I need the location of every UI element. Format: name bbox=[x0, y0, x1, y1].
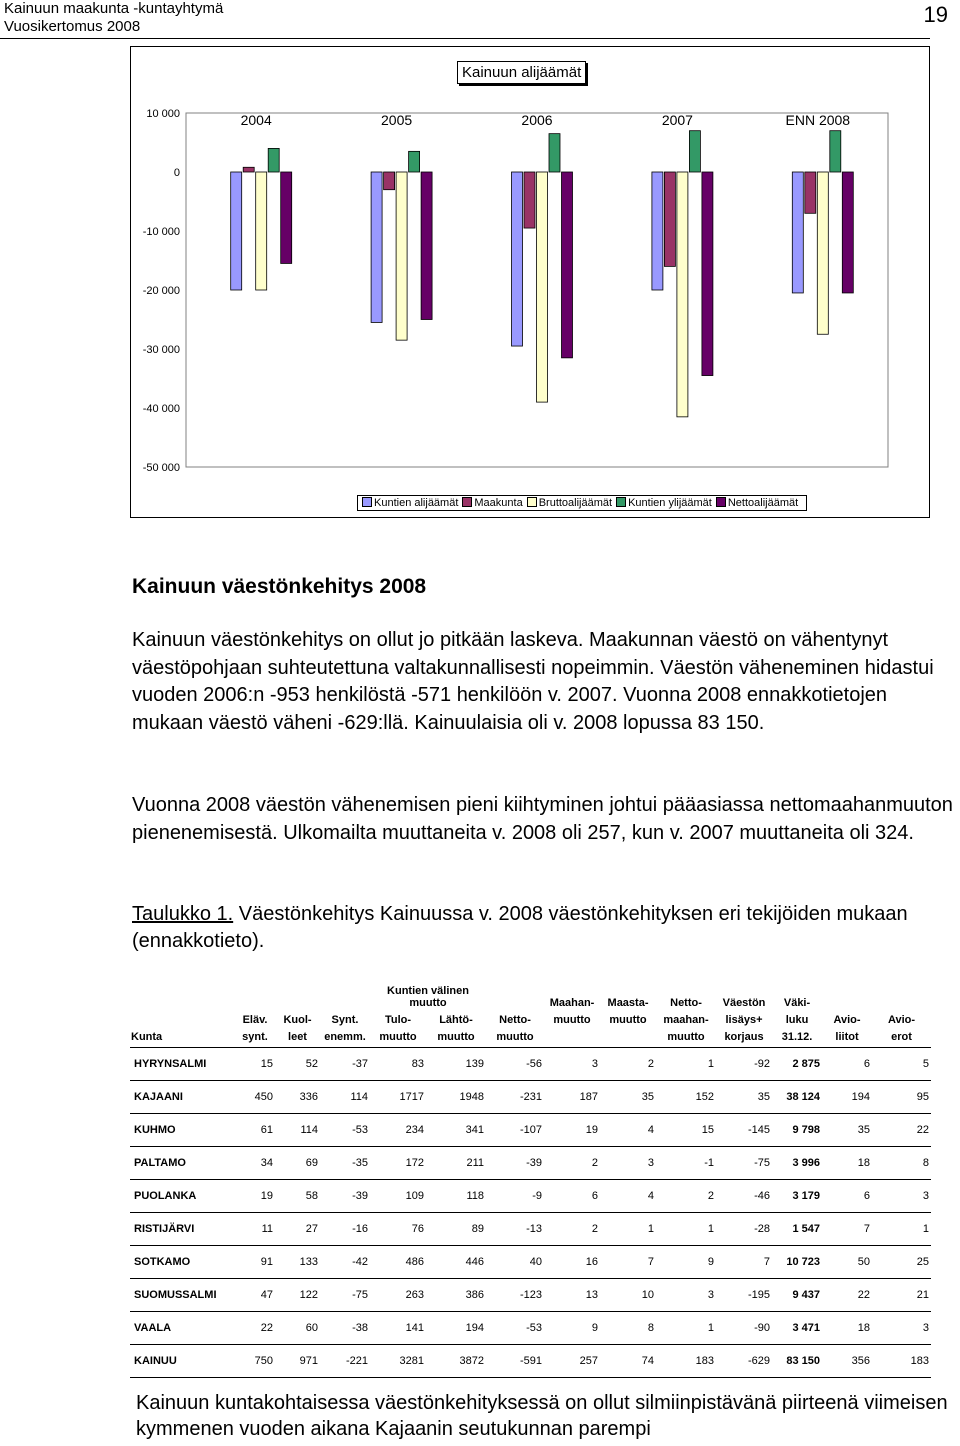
table-header-cell: Maahan- bbox=[549, 997, 595, 1009]
table-cell: 52 bbox=[275, 1048, 320, 1081]
table-cell: 11 bbox=[235, 1213, 275, 1246]
legend-swatch bbox=[362, 497, 372, 507]
table-cell: 35 bbox=[600, 1081, 656, 1114]
table-cell: 10 723 bbox=[772, 1246, 822, 1279]
table-cell: -28 bbox=[716, 1213, 772, 1246]
municipality-cell: HYRYNSALMI bbox=[130, 1048, 235, 1081]
table-cell: 9 bbox=[544, 1312, 600, 1345]
y-tick-label: -50 000 bbox=[142, 462, 180, 474]
table-cell: 172 bbox=[370, 1147, 426, 1180]
y-tick-label: -30 000 bbox=[142, 344, 180, 356]
table-cell: 8 bbox=[600, 1312, 656, 1345]
y-tick-label: 0 bbox=[173, 167, 180, 179]
table-cell: -591 bbox=[486, 1345, 544, 1378]
header-divider bbox=[0, 38, 930, 39]
municipality-cell: RISTIJÄRVI bbox=[130, 1213, 235, 1246]
table-header-cell bbox=[872, 985, 931, 1009]
table-cell: 341 bbox=[426, 1114, 486, 1147]
table-cell: 4 bbox=[600, 1114, 656, 1147]
municipality-cell: VAALA bbox=[130, 1312, 235, 1345]
y-tick-label: 10 000 bbox=[146, 108, 180, 120]
table-cell: 1 bbox=[656, 1213, 716, 1246]
table-header-cell: Tulo- bbox=[384, 1014, 412, 1026]
table-cell: 25 bbox=[872, 1246, 931, 1279]
table-cell: 47 bbox=[235, 1279, 275, 1312]
bar bbox=[805, 172, 816, 213]
table-header-cell: leet bbox=[275, 1026, 320, 1048]
table-cell: 1717 bbox=[370, 1081, 426, 1114]
deficit-chart bbox=[130, 46, 930, 518]
table-cell: -13 bbox=[486, 1213, 544, 1246]
table-cell: 2 bbox=[600, 1048, 656, 1081]
table-cell: 971 bbox=[275, 1345, 320, 1378]
bar bbox=[549, 134, 560, 172]
table-cell: 18 bbox=[822, 1147, 872, 1180]
table-cell: 3872 bbox=[426, 1345, 486, 1378]
table-row bbox=[130, 1213, 931, 1246]
table-cell: 187 bbox=[544, 1081, 600, 1114]
table-cell: 1948 bbox=[426, 1081, 486, 1114]
table-header-cell bbox=[822, 985, 872, 1009]
table-cell: 50 bbox=[822, 1246, 872, 1279]
table-cell: 1 bbox=[656, 1312, 716, 1345]
table-cell: 7 bbox=[822, 1213, 872, 1246]
table-cell: 58 bbox=[275, 1180, 320, 1213]
table-cell: 6 bbox=[822, 1048, 872, 1081]
table-cell: 1 bbox=[656, 1048, 716, 1081]
table-cell: -56 bbox=[486, 1048, 544, 1081]
table-cell: 76 bbox=[370, 1213, 426, 1246]
table-header-cell bbox=[130, 985, 235, 1009]
table-header-cell: Avio- bbox=[833, 1014, 861, 1026]
municipality-cell: PALTAMO bbox=[130, 1147, 235, 1180]
table-cell: 13 bbox=[544, 1279, 600, 1312]
municipality-cell: KAJAANI bbox=[130, 1081, 235, 1114]
bar bbox=[792, 172, 803, 293]
bar bbox=[842, 172, 853, 293]
table-cell: 3281 bbox=[370, 1345, 426, 1378]
table-header-cell bbox=[275, 985, 320, 1009]
table-cell: -92 bbox=[716, 1048, 772, 1081]
table-cell: 19 bbox=[544, 1114, 600, 1147]
table-cell: 19 bbox=[235, 1180, 275, 1213]
table-header-cell: Kuol- bbox=[283, 1014, 312, 1026]
table-header-cell: Synt. bbox=[331, 1014, 359, 1026]
table-cell: 1 bbox=[600, 1213, 656, 1246]
table-cell: 386 bbox=[426, 1279, 486, 1312]
table-caption-text: Väestönkehitys Kainuussa v. 2008 väestönkehityksen eri tekijöiden mukaan (ennakkotieto). bbox=[132, 903, 908, 952]
table-cell: 10 bbox=[600, 1279, 656, 1312]
table-cell: -46 bbox=[716, 1180, 772, 1213]
legend-label: Maakunta bbox=[474, 497, 523, 509]
table-cell: 336 bbox=[275, 1081, 320, 1114]
table-cell: 40 bbox=[486, 1246, 544, 1279]
table-header-cell: liitot bbox=[822, 1026, 872, 1048]
table-cell: 3 bbox=[656, 1279, 716, 1312]
table-cell: 3 179 bbox=[772, 1180, 822, 1213]
table-cell: 152 bbox=[656, 1081, 716, 1114]
table-cell: 9 bbox=[656, 1246, 716, 1279]
table-cell: -107 bbox=[486, 1114, 544, 1147]
table-cell: 8 bbox=[872, 1147, 931, 1180]
bar bbox=[243, 167, 254, 172]
table-row bbox=[130, 1279, 931, 1312]
table-cell: 60 bbox=[275, 1312, 320, 1345]
table-cell: 35 bbox=[716, 1081, 772, 1114]
bar bbox=[689, 131, 700, 172]
table-cell: 183 bbox=[872, 1345, 931, 1378]
table-header-cell: erot bbox=[872, 1026, 931, 1048]
table-header-cell: Netto- bbox=[499, 1014, 531, 1026]
table-header-row bbox=[130, 1026, 931, 1048]
table-header-cell: muutto bbox=[486, 1026, 544, 1048]
table-header-cell: muutto bbox=[656, 1026, 716, 1048]
y-tick-label: -40 000 bbox=[142, 403, 180, 415]
table-cell: 2 bbox=[656, 1180, 716, 1213]
bar bbox=[817, 172, 828, 334]
legend-item bbox=[362, 497, 458, 509]
bar bbox=[562, 172, 573, 358]
table-header-cell: maahan- bbox=[663, 1014, 709, 1026]
municipality-cell: KUHMO bbox=[130, 1114, 235, 1147]
category-label: ENN 2008 bbox=[785, 111, 851, 128]
table-cell: 21 bbox=[872, 1279, 931, 1312]
population-table bbox=[130, 985, 931, 1378]
table-header-cell: Lähtö- bbox=[439, 1014, 473, 1026]
table-cell: -39 bbox=[486, 1147, 544, 1180]
table-group-header-row bbox=[130, 985, 931, 1009]
table-header-cell: Väestön bbox=[722, 997, 766, 1009]
y-tick-label: -20 000 bbox=[142, 285, 180, 297]
table-row bbox=[130, 1048, 931, 1081]
table-cell: 133 bbox=[275, 1246, 320, 1279]
table-cell: 446 bbox=[426, 1246, 486, 1279]
table-cell: 9 437 bbox=[772, 1279, 822, 1312]
bar bbox=[652, 172, 663, 290]
table-cell: -221 bbox=[320, 1345, 370, 1378]
table-cell: 211 bbox=[426, 1147, 486, 1180]
chart-title: Kainuun alijäämät bbox=[457, 61, 586, 84]
table-cell: 34 bbox=[235, 1147, 275, 1180]
table-cell: 83 bbox=[370, 1048, 426, 1081]
bar bbox=[830, 131, 841, 172]
table-cell: 194 bbox=[426, 1312, 486, 1345]
table-cell: -53 bbox=[320, 1114, 370, 1147]
table-cell: 38 124 bbox=[772, 1081, 822, 1114]
table-cell: -75 bbox=[320, 1279, 370, 1312]
legend-swatch bbox=[462, 497, 472, 507]
table-cell: 22 bbox=[872, 1114, 931, 1147]
table-cell: 6 bbox=[544, 1180, 600, 1213]
table-cell: 3 996 bbox=[772, 1147, 822, 1180]
table-cell: 3 471 bbox=[772, 1312, 822, 1345]
category-label: 2007 bbox=[661, 111, 693, 128]
table-cell: 22 bbox=[235, 1312, 275, 1345]
table-cell: 750 bbox=[235, 1345, 275, 1378]
bar bbox=[537, 172, 548, 402]
table-cell: 114 bbox=[275, 1114, 320, 1147]
table-cell: 3 bbox=[872, 1312, 931, 1345]
table-header-cell: Kuntien välinen muutto bbox=[387, 985, 469, 1009]
bar bbox=[396, 172, 407, 340]
bar bbox=[664, 172, 675, 266]
table-header-cell: muutto bbox=[553, 1014, 591, 1026]
table-cell: 183 bbox=[656, 1345, 716, 1378]
table-cell: 83 150 bbox=[772, 1345, 822, 1378]
table-header-cell: Eläv. bbox=[242, 1014, 268, 1026]
table-cell: 91 bbox=[235, 1246, 275, 1279]
table-cell: -629 bbox=[716, 1345, 772, 1378]
municipality-cell: PUOLANKA bbox=[130, 1180, 235, 1213]
table-cell: 1 bbox=[872, 1213, 931, 1246]
table-header-cell: 31.12. bbox=[772, 1026, 822, 1048]
bar bbox=[409, 151, 420, 172]
legend-swatch bbox=[716, 497, 726, 507]
table-cell: -9 bbox=[486, 1180, 544, 1213]
legend-item bbox=[616, 497, 712, 509]
bar bbox=[524, 172, 535, 228]
table-cell: -123 bbox=[486, 1279, 544, 1312]
chart-legend bbox=[357, 495, 807, 511]
bar bbox=[677, 172, 688, 417]
table-header-row bbox=[130, 1009, 931, 1026]
category-label: 2005 bbox=[381, 111, 413, 128]
y-tick-label: -10 000 bbox=[142, 226, 180, 238]
table-cell: -90 bbox=[716, 1312, 772, 1345]
table-cell: -1 bbox=[656, 1147, 716, 1180]
table-row bbox=[130, 1345, 931, 1378]
deficit-chart-svg bbox=[131, 47, 929, 517]
municipality-cell: SOTKAMO bbox=[130, 1246, 235, 1279]
document-header bbox=[4, 0, 223, 36]
paragraph-1: Kainuun väestönkehitys on ollut jo pitkään laskeva. Maakunnan väestö on vähentynyt väestöpohjaan suhteutettuna valtakunnallisesti nopeimmin. Väestön väheneminen hidastui vuoden 2006:n -953 henkilöstä -571 henkilöön v. 2007. Vuonna 2008 ennakkotietojen mukaan väestö väheni -629:llä. Kainuulaisia oli v. 2008 lopussa 83 150. bbox=[132, 629, 934, 734]
table-cell: 15 bbox=[656, 1114, 716, 1147]
table-cell: 35 bbox=[822, 1114, 872, 1147]
legend-swatch bbox=[527, 497, 537, 507]
table-header-cell: muutto bbox=[426, 1026, 486, 1048]
table-cell: 74 bbox=[600, 1345, 656, 1378]
table-cell: 3 bbox=[600, 1147, 656, 1180]
table-cell: 141 bbox=[370, 1312, 426, 1345]
bar bbox=[421, 172, 432, 320]
table-header-cell: muutto bbox=[609, 1014, 647, 1026]
table-row bbox=[130, 1180, 931, 1213]
legend-label: Nettoalijäämät bbox=[727, 497, 799, 509]
table-header-cell bbox=[544, 1026, 600, 1048]
legend-label: Kuntien ylijäämät bbox=[628, 497, 712, 509]
table-cell: 263 bbox=[370, 1279, 426, 1312]
table-cell: 5 bbox=[872, 1048, 931, 1081]
table-row bbox=[130, 1081, 931, 1114]
table-cell: -37 bbox=[320, 1048, 370, 1081]
page-number: 19 bbox=[923, 2, 948, 27]
table-cell: 122 bbox=[275, 1279, 320, 1312]
bar bbox=[702, 172, 713, 376]
category-label: 2006 bbox=[521, 111, 553, 128]
bar bbox=[256, 172, 267, 290]
table-cell: 9 798 bbox=[772, 1114, 822, 1147]
header-organization: Kainuun maakunta -kuntayhtymä bbox=[4, 0, 224, 17]
table-cell: 3 bbox=[872, 1180, 931, 1213]
table-cell: -39 bbox=[320, 1180, 370, 1213]
table-header-cell: korjaus bbox=[716, 1026, 772, 1048]
table-cell: 4 bbox=[600, 1180, 656, 1213]
municipality-cell: KAINUU bbox=[130, 1345, 235, 1378]
table-body bbox=[130, 1048, 931, 1378]
table-cell: 118 bbox=[426, 1180, 486, 1213]
table-cell: 234 bbox=[370, 1114, 426, 1147]
bar bbox=[281, 172, 292, 263]
table-cell: 18 bbox=[822, 1312, 872, 1345]
legend-label: Bruttoalijäämät bbox=[538, 497, 613, 509]
table-cell: 7 bbox=[600, 1246, 656, 1279]
table-cell: 486 bbox=[370, 1246, 426, 1279]
table-caption bbox=[132, 901, 958, 955]
table-header-cell: Maasta- bbox=[607, 997, 649, 1009]
table-cell: 139 bbox=[426, 1048, 486, 1081]
bar bbox=[384, 172, 395, 190]
table-cell: 22 bbox=[822, 1279, 872, 1312]
table-cell: 7 bbox=[716, 1246, 772, 1279]
municipality-cell: SUOMUSSALMI bbox=[130, 1279, 235, 1312]
legend-label: Kuntien alijäämät bbox=[374, 497, 459, 509]
table-cell: -35 bbox=[320, 1147, 370, 1180]
table-row bbox=[130, 1114, 931, 1147]
bar bbox=[231, 172, 242, 290]
table-header-cell bbox=[320, 985, 370, 1009]
table-row bbox=[130, 1246, 931, 1279]
table-header-cell bbox=[600, 1026, 656, 1048]
table-caption-label: Taulukko 1. bbox=[132, 903, 234, 925]
table-cell: -38 bbox=[320, 1312, 370, 1345]
table-cell: 95 bbox=[872, 1081, 931, 1114]
table-header-cell bbox=[235, 985, 275, 1009]
table-header-cell: lisäys+ bbox=[725, 1014, 763, 1026]
category-label: 2004 bbox=[240, 111, 272, 128]
table-cell: 109 bbox=[370, 1180, 426, 1213]
table-header-cell: muutto bbox=[370, 1026, 426, 1048]
section-title: Kainuun väestönkehitys 2008 bbox=[132, 575, 427, 598]
table-cell: 450 bbox=[235, 1081, 275, 1114]
table-header-cell: Kunta bbox=[130, 1026, 235, 1048]
bar bbox=[512, 172, 523, 346]
table-cell: 2 bbox=[544, 1213, 600, 1246]
table-cell: -145 bbox=[716, 1114, 772, 1147]
bar bbox=[268, 148, 279, 172]
table-cell: 2 875 bbox=[772, 1048, 822, 1081]
table-header-cell: synt. bbox=[235, 1026, 275, 1048]
table-header-cell: luku bbox=[785, 1014, 809, 1026]
footer-paragraph: Kainuun kuntakohtaisessa väestönkehityksessä on ollut silmiinpistävänä piirteenä viimeisen kymmenen vuoden aikana Kajaanin seutukunnan parempi bbox=[136, 1392, 948, 1440]
table-cell: 89 bbox=[426, 1213, 486, 1246]
table-cell: -53 bbox=[486, 1312, 544, 1345]
legend-item bbox=[527, 497, 612, 509]
table-cell: 1 547 bbox=[772, 1213, 822, 1246]
table-cell: 356 bbox=[822, 1345, 872, 1378]
table-cell: 114 bbox=[320, 1081, 370, 1114]
legend-item bbox=[716, 497, 798, 509]
table-cell: -75 bbox=[716, 1147, 772, 1180]
table-row bbox=[130, 1147, 931, 1180]
table-header-cell: enemm. bbox=[320, 1026, 370, 1048]
table-header-cell bbox=[486, 985, 544, 1009]
table-cell: 16 bbox=[544, 1246, 600, 1279]
table-header-cell: Väki- bbox=[783, 997, 811, 1009]
table-row bbox=[130, 1312, 931, 1345]
table-cell: 61 bbox=[235, 1114, 275, 1147]
table-cell: 257 bbox=[544, 1345, 600, 1378]
table-header-cell: Netto- bbox=[670, 997, 702, 1009]
table-cell: -231 bbox=[486, 1081, 544, 1114]
table-cell: -195 bbox=[716, 1279, 772, 1312]
table-header-cell bbox=[130, 1009, 235, 1026]
legend-swatch bbox=[616, 497, 626, 507]
table-head bbox=[130, 985, 931, 1048]
table-cell: 2 bbox=[544, 1147, 600, 1180]
table-cell: 27 bbox=[275, 1213, 320, 1246]
table-cell: 3 bbox=[544, 1048, 600, 1081]
table-cell: -42 bbox=[320, 1246, 370, 1279]
header-report-title: Vuosikertomus 2008 bbox=[4, 18, 141, 35]
bar bbox=[371, 172, 382, 322]
table-cell: 194 bbox=[822, 1081, 872, 1114]
table-cell: 69 bbox=[275, 1147, 320, 1180]
table-cell: -16 bbox=[320, 1213, 370, 1246]
table-header-cell: Avio- bbox=[887, 1014, 916, 1026]
paragraph-2: Vuonna 2008 väestön vähenemisen pieni kiihtyminen johtui pääasiassa nettomaahanmuuton pienenemisestä. Ulkomailta muuttaneita v. 2008 oli 257, kun v. 2007 muuttaneita oli 324. bbox=[132, 794, 953, 844]
table-cell: 6 bbox=[822, 1180, 872, 1213]
table-cell: 15 bbox=[235, 1048, 275, 1081]
legend-item bbox=[462, 497, 522, 509]
